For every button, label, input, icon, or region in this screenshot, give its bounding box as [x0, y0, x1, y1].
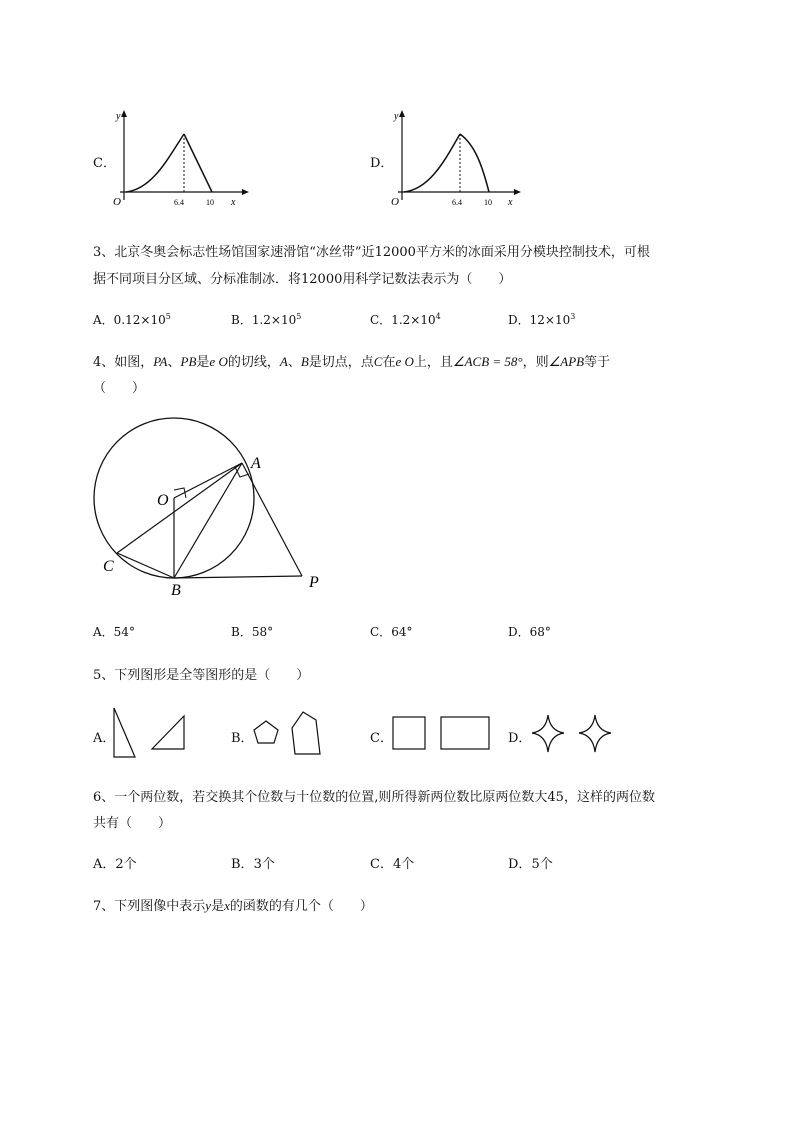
- q4-stem-line1: [93, 351, 610, 370]
- q4-math: A: [279, 354, 288, 369]
- q3-stem-line2: 据不同项目分区域、分标准制冰．将12000用科学记数法表示为（ ）: [93, 272, 512, 287]
- tick-label: 6.4: [174, 198, 184, 207]
- origin-label: O: [391, 196, 399, 208]
- q4-option-c: [370, 623, 412, 640]
- option-letter: C．: [370, 625, 392, 639]
- y-axis-label: y: [116, 111, 121, 122]
- q4-math: ∠APB: [548, 354, 585, 369]
- option-letter: B．: [231, 313, 252, 327]
- option-letter: A．: [93, 857, 116, 872]
- option-letter: D．: [508, 625, 530, 639]
- q4-option-d: [508, 623, 551, 640]
- tick-label: 10: [484, 198, 492, 207]
- option-letter: A．: [93, 313, 114, 327]
- option-exponent: 5: [165, 312, 171, 321]
- q4-text: 、: [167, 355, 181, 370]
- option-d-label: D．: [370, 156, 394, 171]
- q4-text: 的切线，: [227, 355, 280, 370]
- q4-math: PA: [153, 354, 168, 369]
- q3-stem-line1: 3、北京冬奥会标志性场馆国家速滑馆“冰丝带”近12000平方米的冰面采用分模块控制技术，可根: [93, 245, 650, 260]
- q7-math: x: [224, 898, 230, 913]
- option-exponent: 4: [435, 312, 441, 321]
- q4-math: e O: [209, 354, 228, 369]
- option-letter: A．: [93, 625, 114, 639]
- q5-option-d-shapes: [528, 705, 618, 760]
- q4-text: 是切点，点: [308, 355, 374, 370]
- x-axis-label: x: [508, 197, 513, 208]
- q7-text: 的函数的有几个（ ）: [229, 899, 373, 914]
- option-text: 2个: [115, 857, 137, 872]
- q3-option-d: [508, 311, 575, 328]
- q4-text: 在: [382, 355, 396, 370]
- q5-option-d-label: D．: [508, 731, 532, 746]
- option-text: 58°: [251, 625, 274, 639]
- option-letter: C．: [370, 313, 392, 327]
- q6-option-c: [370, 853, 414, 872]
- q4-text: 是: [196, 355, 210, 370]
- q3-option-b: [231, 311, 301, 328]
- q5-option-c-label: C．: [370, 731, 393, 746]
- option-c-label: C．: [93, 156, 116, 171]
- option-base: 1.2×10: [251, 313, 297, 327]
- q5-option-b-label: B．: [231, 731, 254, 746]
- option-c-graph: [112, 105, 252, 210]
- option-text: 64°: [391, 625, 413, 639]
- q4-text: 等于: [584, 355, 611, 370]
- point-label-o: O: [157, 492, 169, 509]
- origin-label: O: [113, 196, 121, 208]
- point-label-a: A: [251, 455, 261, 472]
- q6-stem-line1: 6、一个两位数，若交换其个位数与十位数的位置,则所得新两位数比原两位数大45，这样的两位数: [93, 790, 655, 805]
- q7-text: 7、下列图像中表示: [93, 899, 206, 914]
- q5-option-c-shapes: [390, 705, 500, 760]
- q6-option-d: [508, 853, 553, 872]
- option-letter: B．: [231, 857, 254, 872]
- x-axis-label: x: [231, 197, 236, 208]
- option-letter: C．: [370, 857, 393, 872]
- q4-math: ∠ACB = 58°: [452, 354, 523, 369]
- q4-option-a: [93, 623, 135, 640]
- q5-stem: 5、下列图形是全等图形的是（ ）: [93, 668, 310, 683]
- option-exponent: 5: [296, 312, 302, 321]
- y-axis-label: y: [394, 111, 399, 122]
- q4-geometry-figure: [90, 410, 340, 600]
- option-exponent: 3: [570, 312, 576, 321]
- q6-option-b: [231, 853, 275, 872]
- q5-option-a-label: A．: [93, 731, 116, 746]
- tick-label: 10: [206, 198, 214, 207]
- q6-option-a: [93, 853, 137, 872]
- option-base: 0.12×10: [113, 313, 166, 327]
- q7-text: 是: [211, 899, 225, 914]
- q4-math: B: [300, 354, 309, 369]
- q7-math: y: [205, 898, 212, 913]
- q4-text: ，则: [522, 355, 549, 370]
- option-letter: D．: [508, 313, 530, 327]
- option-text: 4个: [392, 857, 415, 872]
- point-label-c: C: [103, 558, 114, 575]
- point-label-p: P: [309, 574, 319, 591]
- q4-text: 、: [287, 355, 301, 370]
- option-base: 12×10: [529, 313, 571, 327]
- q3-option-c: [370, 311, 441, 328]
- q7-stem: [93, 895, 373, 914]
- option-base: 1.2×10: [391, 313, 436, 327]
- q4-math: C: [373, 354, 383, 369]
- q5-option-a-shapes: [110, 705, 190, 760]
- option-text: 68°: [529, 625, 551, 639]
- point-label-b: B: [171, 582, 181, 599]
- option-d-graph: [390, 105, 530, 210]
- q4-math: PB: [180, 354, 197, 369]
- option-letter: D．: [508, 857, 532, 872]
- option-text: 3个: [253, 857, 275, 872]
- q4-stem-line2: （ ）: [93, 381, 146, 396]
- option-text: 54°: [113, 625, 135, 639]
- q3-option-a: [93, 311, 171, 328]
- q5-option-b-shapes: [250, 705, 330, 760]
- tick-label: 6.4: [452, 198, 462, 207]
- q4-text: 4、如图，: [93, 355, 154, 370]
- q6-stem-line2: 共有（ ）: [93, 816, 172, 831]
- q4-math: e O: [395, 354, 414, 369]
- option-text: 5个: [531, 857, 553, 872]
- option-letter: B．: [231, 625, 252, 639]
- q4-option-b: [231, 623, 273, 640]
- q4-text: 上，且: [413, 355, 453, 370]
